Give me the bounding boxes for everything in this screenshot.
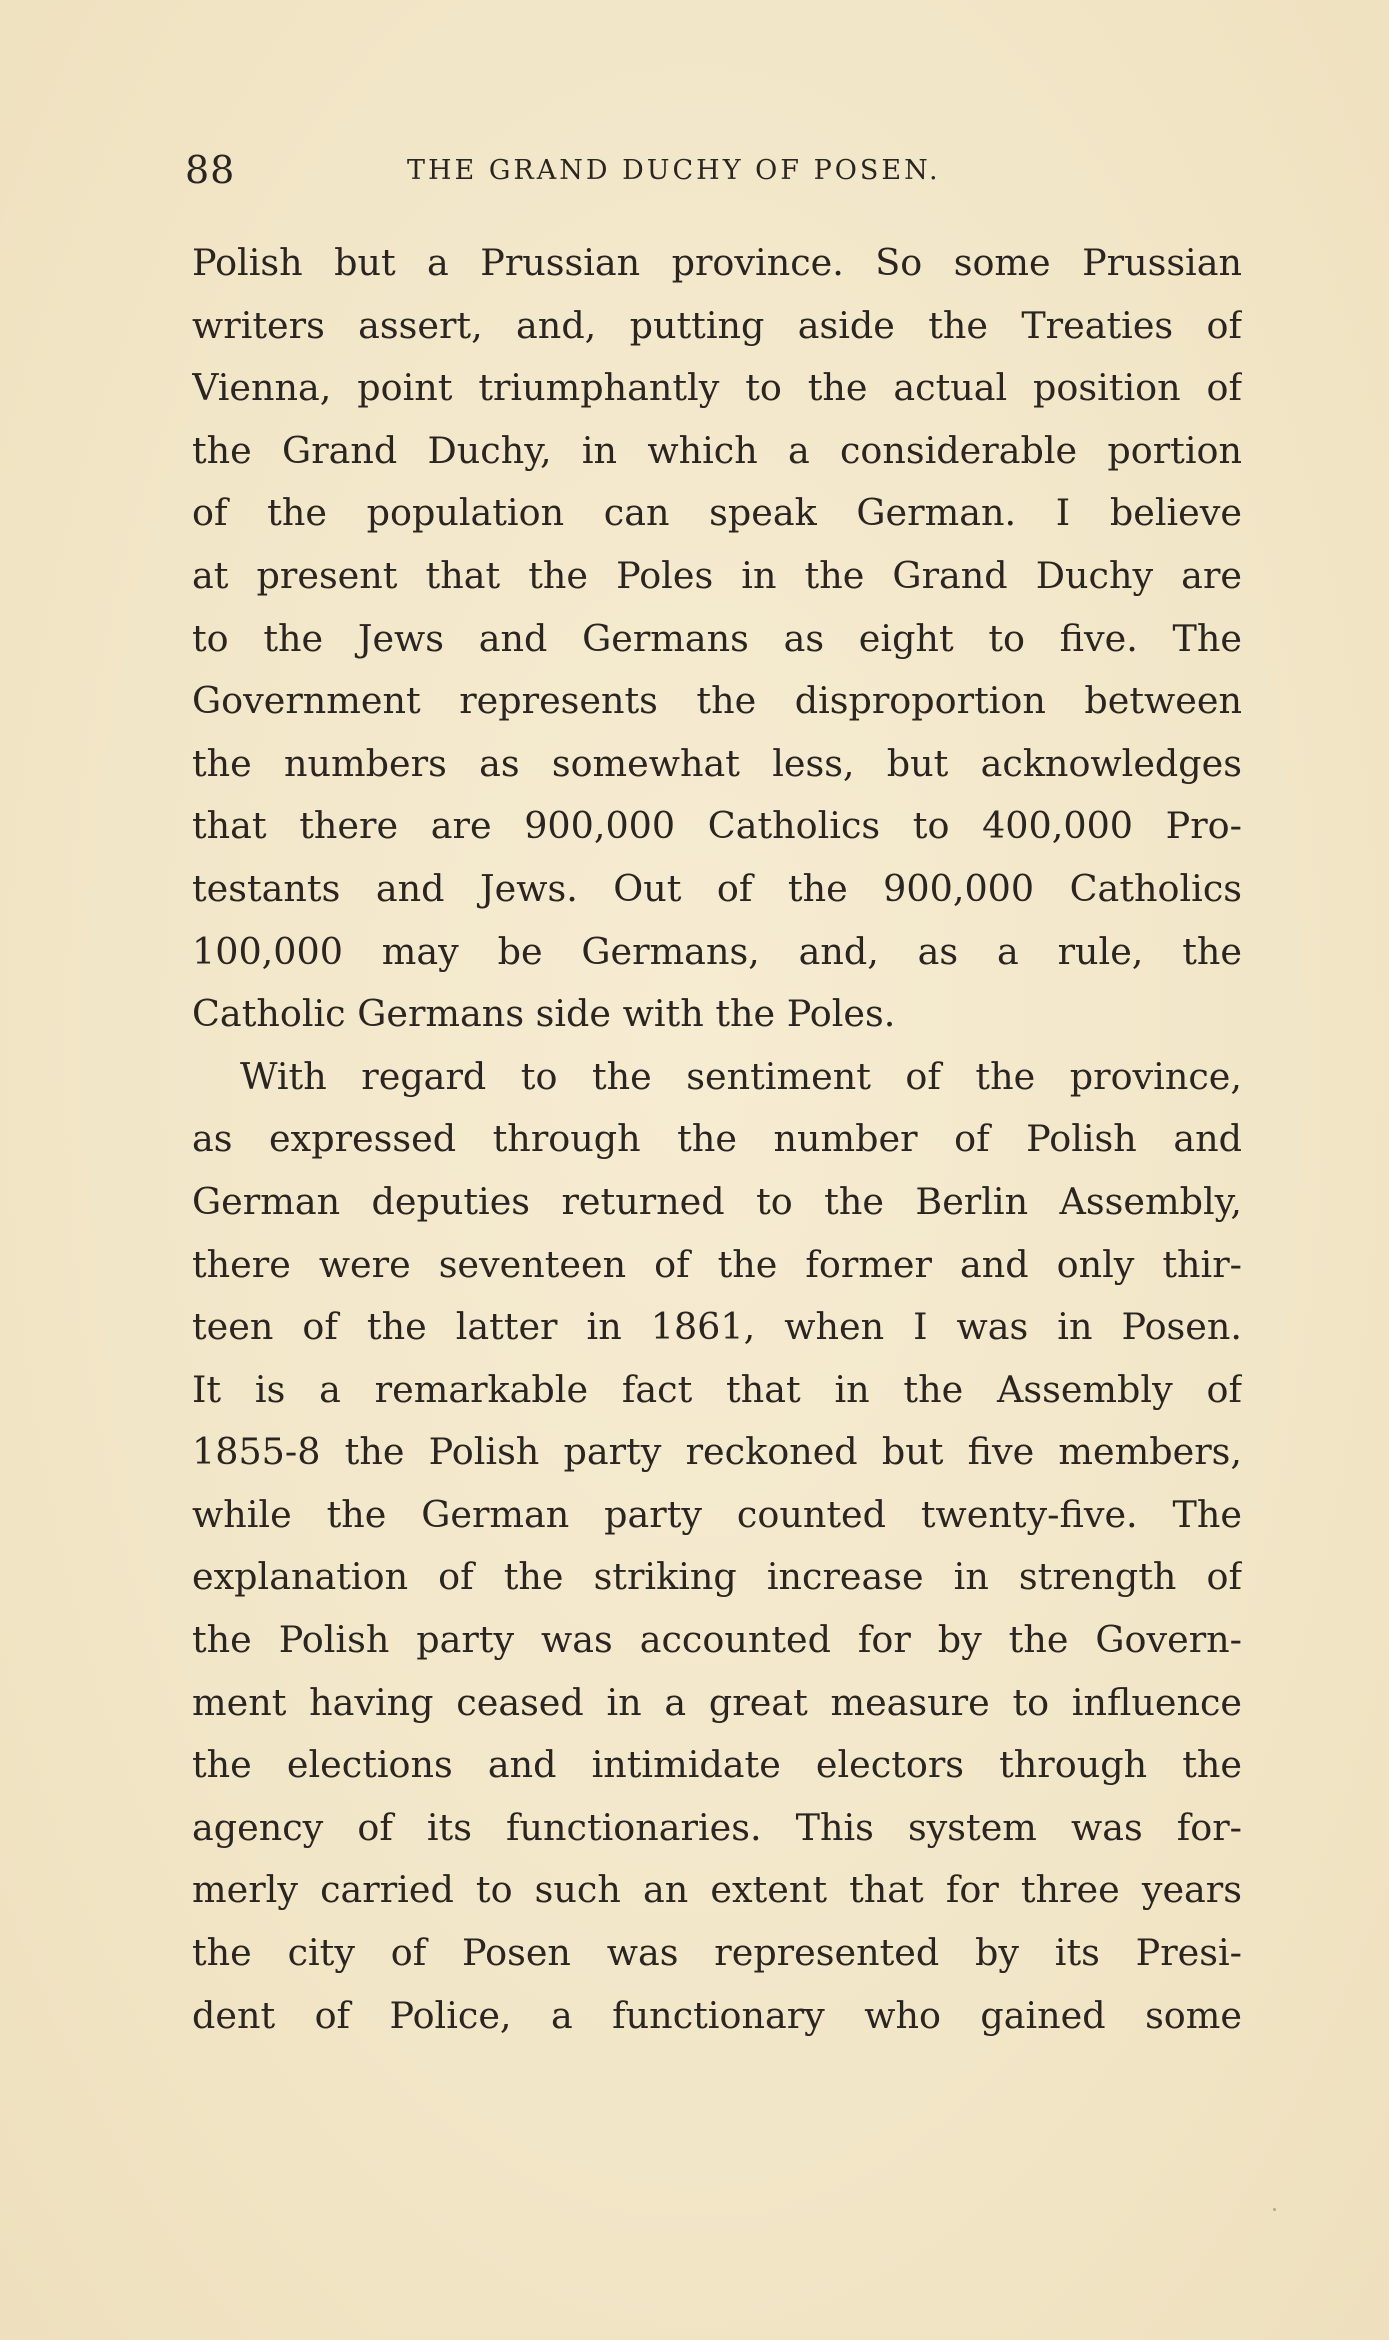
text-line: teen of the latter in 1861, when I was in Posen. <box>192 1305 1242 1349</box>
text-line: as expressed through the number of Polish and <box>192 1117 1242 1161</box>
text-line: Vienna, point triumphantly to the actual position of <box>192 366 1242 410</box>
text-line: Catholic Germans side with the Poles. <box>192 992 896 1036</box>
text-line: that there are 900,000 Catholics to 400,000 Pro- <box>192 804 1242 848</box>
text-line: the elections and intimidate electors through the <box>192 1743 1242 1787</box>
text-line: ment having ceased in a great measure to influence <box>192 1680 1242 1724</box>
text-line: testants and Jews. Out of the 900,000 Catholics <box>192 866 1242 910</box>
text-line: the city of Posen was represented by its Presi- <box>192 1931 1242 1975</box>
body-text <box>192 232 1242 2047</box>
text-line: dent of Police, a functionary who gained some <box>192 1993 1242 2037</box>
text-line: there were seventeen of the former and only thir- <box>192 1242 1242 1286</box>
text-line: writers assert, and, putting aside the Treaties of <box>192 303 1242 347</box>
text-line: German deputies returned to the Berlin Assembly, <box>192 1179 1242 1223</box>
text-line: at present that the Poles in the Grand Duchy are <box>192 553 1242 597</box>
text-line: to the Jews and Germans as eight to five. The <box>192 616 1242 660</box>
text-line: merly carried to such an extent that for three years <box>192 1868 1242 1912</box>
text-line: 100,000 may be Germans, and, as a rule, the <box>192 929 1242 973</box>
text-line: while the German party counted twenty-five. The <box>192 1492 1242 1536</box>
page-header <box>185 148 1245 198</box>
text-line: the Polish party was accounted for by the Govern- <box>192 1618 1242 1662</box>
text-line: It is a remarkable fact that in the Assembly of <box>192 1367 1242 1411</box>
text-line: of the population can speak German. I believe <box>192 491 1242 535</box>
text-line: the numbers as somewhat less, but acknowledges <box>192 741 1242 785</box>
text-line: explanation of the striking increase in strength of <box>192 1555 1242 1599</box>
text-line: With regard to the sentiment of the province, <box>240 1054 1242 1098</box>
text-line: 1855-8 the Polish party reckoned but five members, <box>192 1430 1242 1474</box>
paper-speck <box>1273 2208 1276 2211</box>
text-line: agency of its functionaries. This system was for- <box>192 1805 1242 1849</box>
text-line: the Grand Duchy, in which a considerable portion <box>192 428 1242 472</box>
page-number: 88 <box>185 148 236 192</box>
running-title: THE GRAND DUCHY OF POSEN. <box>407 155 941 186</box>
text-line: Polish but a Prussian province. So some Prussian <box>192 241 1242 284</box>
text-line: Government represents the disproportion between <box>192 679 1242 723</box>
